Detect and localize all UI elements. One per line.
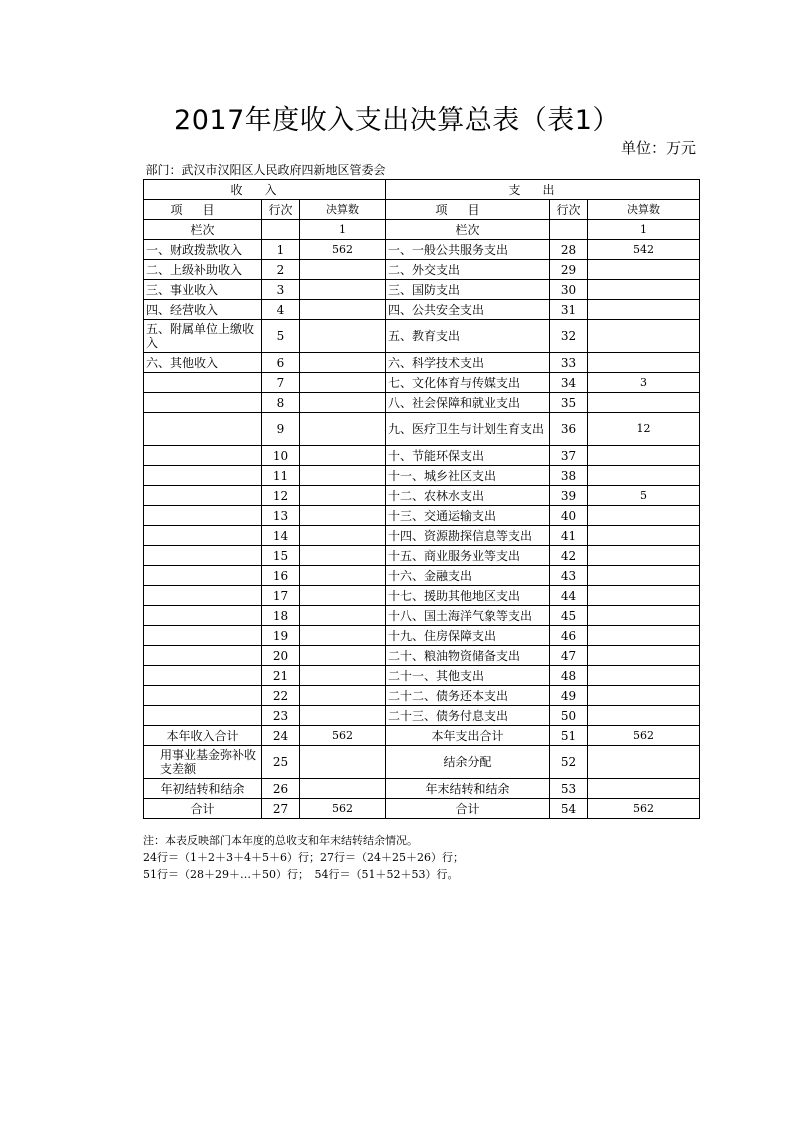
expense-amount-cell bbox=[588, 466, 700, 486]
income-amount-header: 决算数 bbox=[300, 200, 386, 220]
income-item-cell: 六、其他收入 bbox=[144, 353, 262, 373]
expense-row-no-cell: 52 bbox=[550, 746, 588, 779]
income-header: 收入 bbox=[144, 180, 386, 200]
income-amount-cell: 562 bbox=[300, 799, 386, 819]
income-amount-cell bbox=[300, 466, 386, 486]
table-row bbox=[144, 566, 700, 586]
income-amount-cell bbox=[300, 446, 386, 466]
table-row bbox=[144, 486, 700, 506]
table-row bbox=[144, 240, 700, 260]
income-row-no-cell: 3 bbox=[262, 280, 300, 300]
income-item-cell bbox=[144, 413, 262, 446]
expense-item-cell: 五、教育支出 bbox=[386, 320, 550, 353]
table-row bbox=[144, 646, 700, 666]
expense-amount-cell bbox=[588, 260, 700, 280]
income-item-cell bbox=[144, 566, 262, 586]
expense-row-no-cell: 48 bbox=[550, 666, 588, 686]
expense-row-no-cell: 51 bbox=[550, 726, 588, 746]
expense-amount-cell bbox=[588, 606, 700, 626]
expense-item-cell: 九、医疗卫生与计划生育支出 bbox=[386, 413, 550, 446]
column-number-row bbox=[144, 220, 700, 240]
income-row-no-cell: 27 bbox=[262, 799, 300, 819]
expense-header: 支出 bbox=[386, 180, 700, 200]
expense-row-no-cell: 30 bbox=[550, 280, 588, 300]
expense-amount-cell bbox=[588, 746, 700, 779]
expense-amount-cell: 3 bbox=[588, 373, 700, 393]
table-row bbox=[144, 546, 700, 566]
expense-row-no-cell: 41 bbox=[550, 526, 588, 546]
income-item-header: 项目 bbox=[144, 200, 262, 220]
expense-amount-cell bbox=[588, 320, 700, 353]
expense-amount-cell bbox=[588, 706, 700, 726]
income-row-no-cell: 1 bbox=[262, 240, 300, 260]
expense-item-cell: 十五、商业服务业等支出 bbox=[386, 546, 550, 566]
income-row-no-cell: 20 bbox=[262, 646, 300, 666]
income-item-cell: 五、附属单位上缴收入 bbox=[144, 320, 262, 353]
income-item-cell bbox=[144, 606, 262, 626]
table-row bbox=[144, 300, 700, 320]
table-row bbox=[144, 466, 700, 486]
expense-amount-cell bbox=[588, 506, 700, 526]
income-row-no-cell: 14 bbox=[262, 526, 300, 546]
income-row-no-cell: 7 bbox=[262, 373, 300, 393]
income-item-cell bbox=[144, 446, 262, 466]
expense-amount-cell bbox=[588, 393, 700, 413]
income-row-no-cell: 21 bbox=[262, 666, 300, 686]
expense-item-cell: 年末结转和结余 bbox=[386, 779, 550, 799]
table-row bbox=[144, 446, 700, 466]
expense-amount-cell: 562 bbox=[588, 799, 700, 819]
expense-item-cell: 八、社会保障和就业支出 bbox=[386, 393, 550, 413]
unit-label: 单位：万元 bbox=[620, 139, 696, 157]
income-item-cell bbox=[144, 466, 262, 486]
table-row bbox=[144, 586, 700, 606]
income-item-cell bbox=[144, 626, 262, 646]
expense-row-no-cell: 36 bbox=[550, 413, 588, 446]
income-amount-cell bbox=[300, 706, 386, 726]
expense-item-cell: 二十三、债务付息支出 bbox=[386, 706, 550, 726]
expense-row-no-cell: 39 bbox=[550, 486, 588, 506]
table-row bbox=[144, 526, 700, 546]
income-item-cell bbox=[144, 686, 262, 706]
expense-amount-cell: 12 bbox=[588, 413, 700, 446]
income-column-no: 1 bbox=[300, 220, 386, 240]
expense-item-cell: 本年支出合计 bbox=[386, 726, 550, 746]
income-amount-cell bbox=[300, 626, 386, 646]
expense-item-cell: 十八、国土海洋气象等支出 bbox=[386, 606, 550, 626]
expense-row-no-cell: 38 bbox=[550, 466, 588, 486]
expense-amount-cell bbox=[588, 566, 700, 586]
expense-row-no-cell: 33 bbox=[550, 353, 588, 373]
income-item-cell: 二、上级补助收入 bbox=[144, 260, 262, 280]
department-label: 部门：武汉市汉阳区人民政府四新地区管委会 bbox=[144, 160, 700, 180]
income-item-cell bbox=[144, 373, 262, 393]
income-amount-cell bbox=[300, 646, 386, 666]
income-amount-cell bbox=[300, 746, 386, 779]
income-amount-cell bbox=[300, 300, 386, 320]
income-row-no-cell: 8 bbox=[262, 393, 300, 413]
income-row-no-cell: 19 bbox=[262, 626, 300, 646]
table-row bbox=[144, 626, 700, 646]
expense-row-no-cell: 44 bbox=[550, 586, 588, 606]
income-row-no-cell: 24 bbox=[262, 726, 300, 746]
expense-amount-cell bbox=[588, 546, 700, 566]
income-item-cell: 本年收入合计 bbox=[144, 726, 262, 746]
income-amount-cell bbox=[300, 373, 386, 393]
expense-row-no-cell: 43 bbox=[550, 566, 588, 586]
income-row-no-cell: 18 bbox=[262, 606, 300, 626]
expense-row-no-cell: 40 bbox=[550, 506, 588, 526]
expense-item-cell: 十三、交通运输支出 bbox=[386, 506, 550, 526]
income-amount-cell bbox=[300, 546, 386, 566]
income-amount-cell bbox=[300, 353, 386, 373]
expense-item-cell: 十七、援助其他地区支出 bbox=[386, 586, 550, 606]
expense-item-cell: 十二、农林水支出 bbox=[386, 486, 550, 506]
income-row-no-cell: 16 bbox=[262, 566, 300, 586]
expense-row-no-cell: 31 bbox=[550, 300, 588, 320]
expense-item-cell: 十九、住房保障支出 bbox=[386, 626, 550, 646]
expense-amount-cell bbox=[588, 686, 700, 706]
income-item-cell bbox=[144, 646, 262, 666]
expense-row-no-cell: 54 bbox=[550, 799, 588, 819]
page-title: 2017年度收入支出决算总表（表1） bbox=[174, 105, 620, 136]
income-item-cell bbox=[144, 506, 262, 526]
expense-row-no-cell: 50 bbox=[550, 706, 588, 726]
income-row-no-cell: 15 bbox=[262, 546, 300, 566]
expense-item-cell: 四、公共安全支出 bbox=[386, 300, 550, 320]
expense-column-no: 1 bbox=[588, 220, 700, 240]
expense-amount-cell: 562 bbox=[588, 726, 700, 746]
table-row bbox=[144, 320, 700, 353]
income-row-no-cell: 25 bbox=[262, 746, 300, 779]
income-row-no-cell: 13 bbox=[262, 506, 300, 526]
table-row bbox=[144, 799, 700, 819]
section-header-row bbox=[144, 180, 700, 200]
expense-item-cell: 二十二、债务还本支出 bbox=[386, 686, 550, 706]
income-row-no-cell: 4 bbox=[262, 300, 300, 320]
income-item-cell: 合计 bbox=[144, 799, 262, 819]
expense-row-no-cell: 49 bbox=[550, 686, 588, 706]
income-item-cell bbox=[144, 526, 262, 546]
expense-amount-cell bbox=[588, 300, 700, 320]
expense-amount-cell bbox=[588, 526, 700, 546]
note-line: 24行＝（1＋2＋3＋4＋5＋6）行；27行＝（24＋25＋26）行； bbox=[143, 851, 464, 864]
income-item-cell bbox=[144, 546, 262, 566]
table-row bbox=[144, 779, 700, 799]
income-item-cell: 三、事业收入 bbox=[144, 280, 262, 300]
expense-amount-cell bbox=[588, 666, 700, 686]
table-row bbox=[144, 746, 700, 779]
notes bbox=[143, 832, 464, 883]
income-row-no-cell: 12 bbox=[262, 486, 300, 506]
expense-amount-cell bbox=[588, 446, 700, 466]
income-amount-cell bbox=[300, 280, 386, 300]
expense-row-no-cell: 53 bbox=[550, 779, 588, 799]
expense-item-cell: 结余分配 bbox=[386, 746, 550, 779]
income-item-cell bbox=[144, 586, 262, 606]
income-row-no-cell: 17 bbox=[262, 586, 300, 606]
income-item-cell bbox=[144, 486, 262, 506]
income-amount-cell bbox=[300, 506, 386, 526]
expense-amount-cell: 542 bbox=[588, 240, 700, 260]
table-row bbox=[144, 606, 700, 626]
expense-amount-cell bbox=[588, 586, 700, 606]
table-row bbox=[144, 686, 700, 706]
expense-row-no-cell: 32 bbox=[550, 320, 588, 353]
income-column-no-label: 栏次 bbox=[144, 220, 262, 240]
income-item-cell: 一、财政拨款收入 bbox=[144, 240, 262, 260]
expense-row-no-cell: 29 bbox=[550, 260, 588, 280]
income-row-no-cell: 9 bbox=[262, 413, 300, 446]
income-amount-cell bbox=[300, 393, 386, 413]
expense-item-cell: 一、一般公共服务支出 bbox=[386, 240, 550, 260]
expense-row-no-cell: 42 bbox=[550, 546, 588, 566]
column-header-row bbox=[144, 200, 700, 220]
expense-row-no-cell: 35 bbox=[550, 393, 588, 413]
expense-item-cell: 三、国防支出 bbox=[386, 280, 550, 300]
expense-row-no-cell: 28 bbox=[550, 240, 588, 260]
income-row-no-cell: 26 bbox=[262, 779, 300, 799]
expense-amount-cell bbox=[588, 280, 700, 300]
table-row bbox=[144, 666, 700, 686]
expense-amount-header: 决算数 bbox=[588, 200, 700, 220]
department-row bbox=[144, 160, 700, 180]
expense-amount-cell bbox=[588, 779, 700, 799]
income-amount-cell bbox=[300, 606, 386, 626]
income-amount-cell bbox=[300, 586, 386, 606]
expense-column-no-label: 栏次 bbox=[386, 220, 550, 240]
income-amount-cell bbox=[300, 666, 386, 686]
income-amount-cell bbox=[300, 320, 386, 353]
table-row bbox=[144, 413, 700, 446]
income-amount-cell: 562 bbox=[300, 240, 386, 260]
income-row-no-cell: 2 bbox=[262, 260, 300, 280]
table-row bbox=[144, 260, 700, 280]
income-amount-cell bbox=[300, 526, 386, 546]
expense-row-no-cell: 46 bbox=[550, 626, 588, 646]
expense-row-no-cell: 45 bbox=[550, 606, 588, 626]
income-amount-cell: 562 bbox=[300, 726, 386, 746]
income-item-cell bbox=[144, 393, 262, 413]
expense-amount-cell bbox=[588, 646, 700, 666]
income-item-cell bbox=[144, 706, 262, 726]
table-row bbox=[144, 506, 700, 526]
note-line: 注：本表反映部门本年度的总收支和年末结转结余情况。 bbox=[143, 834, 418, 847]
expense-item-cell: 十、节能环保支出 bbox=[386, 446, 550, 466]
expense-item-cell: 合计 bbox=[386, 799, 550, 819]
expense-item-cell: 六、科学技术支出 bbox=[386, 353, 550, 373]
expense-column-no-empty bbox=[550, 220, 588, 240]
income-amount-cell bbox=[300, 413, 386, 446]
expense-amount-cell bbox=[588, 353, 700, 373]
expense-amount-cell bbox=[588, 626, 700, 646]
income-amount-cell bbox=[300, 566, 386, 586]
expense-item-cell: 二十一、其他支出 bbox=[386, 666, 550, 686]
note-line: 51行＝（28＋29＋…＋50）行； 54行＝（51＋52＋53）行。 bbox=[143, 868, 459, 881]
expense-row-no-header: 行次 bbox=[550, 200, 588, 220]
income-row-no-header: 行次 bbox=[262, 200, 300, 220]
income-column-no-empty bbox=[262, 220, 300, 240]
table-row bbox=[144, 706, 700, 726]
income-row-no-cell: 11 bbox=[262, 466, 300, 486]
income-row-no-cell: 22 bbox=[262, 686, 300, 706]
income-row-no-cell: 23 bbox=[262, 706, 300, 726]
income-amount-cell bbox=[300, 260, 386, 280]
income-item-cell bbox=[144, 666, 262, 686]
table-row bbox=[144, 373, 700, 393]
expense-item-cell: 二、外交支出 bbox=[386, 260, 550, 280]
table-row bbox=[144, 393, 700, 413]
table-row bbox=[144, 726, 700, 746]
table-row bbox=[144, 353, 700, 373]
income-amount-cell bbox=[300, 486, 386, 506]
expense-row-no-cell: 37 bbox=[550, 446, 588, 466]
income-row-no-cell: 6 bbox=[262, 353, 300, 373]
expense-item-cell: 十六、金融支出 bbox=[386, 566, 550, 586]
expense-amount-cell: 5 bbox=[588, 486, 700, 506]
expense-item-cell: 十一、城乡社区支出 bbox=[386, 466, 550, 486]
revenue-expenditure-table bbox=[143, 160, 700, 819]
income-amount-cell bbox=[300, 686, 386, 706]
expense-item-header: 项目 bbox=[386, 200, 550, 220]
income-item-cell: 四、经营收入 bbox=[144, 300, 262, 320]
income-item-cell: 年初结转和结余 bbox=[144, 779, 262, 799]
expense-item-cell: 十四、资源勘探信息等支出 bbox=[386, 526, 550, 546]
income-amount-cell bbox=[300, 779, 386, 799]
expense-item-cell: 二十、粮油物资储备支出 bbox=[386, 646, 550, 666]
expense-row-no-cell: 34 bbox=[550, 373, 588, 393]
expense-item-cell: 七、文化体育与传媒支出 bbox=[386, 373, 550, 393]
income-row-no-cell: 10 bbox=[262, 446, 300, 466]
income-item-cell: 用事业基金弥补收支差额 bbox=[144, 746, 262, 779]
income-row-no-cell: 5 bbox=[262, 320, 300, 353]
table-row bbox=[144, 280, 700, 300]
expense-row-no-cell: 47 bbox=[550, 646, 588, 666]
